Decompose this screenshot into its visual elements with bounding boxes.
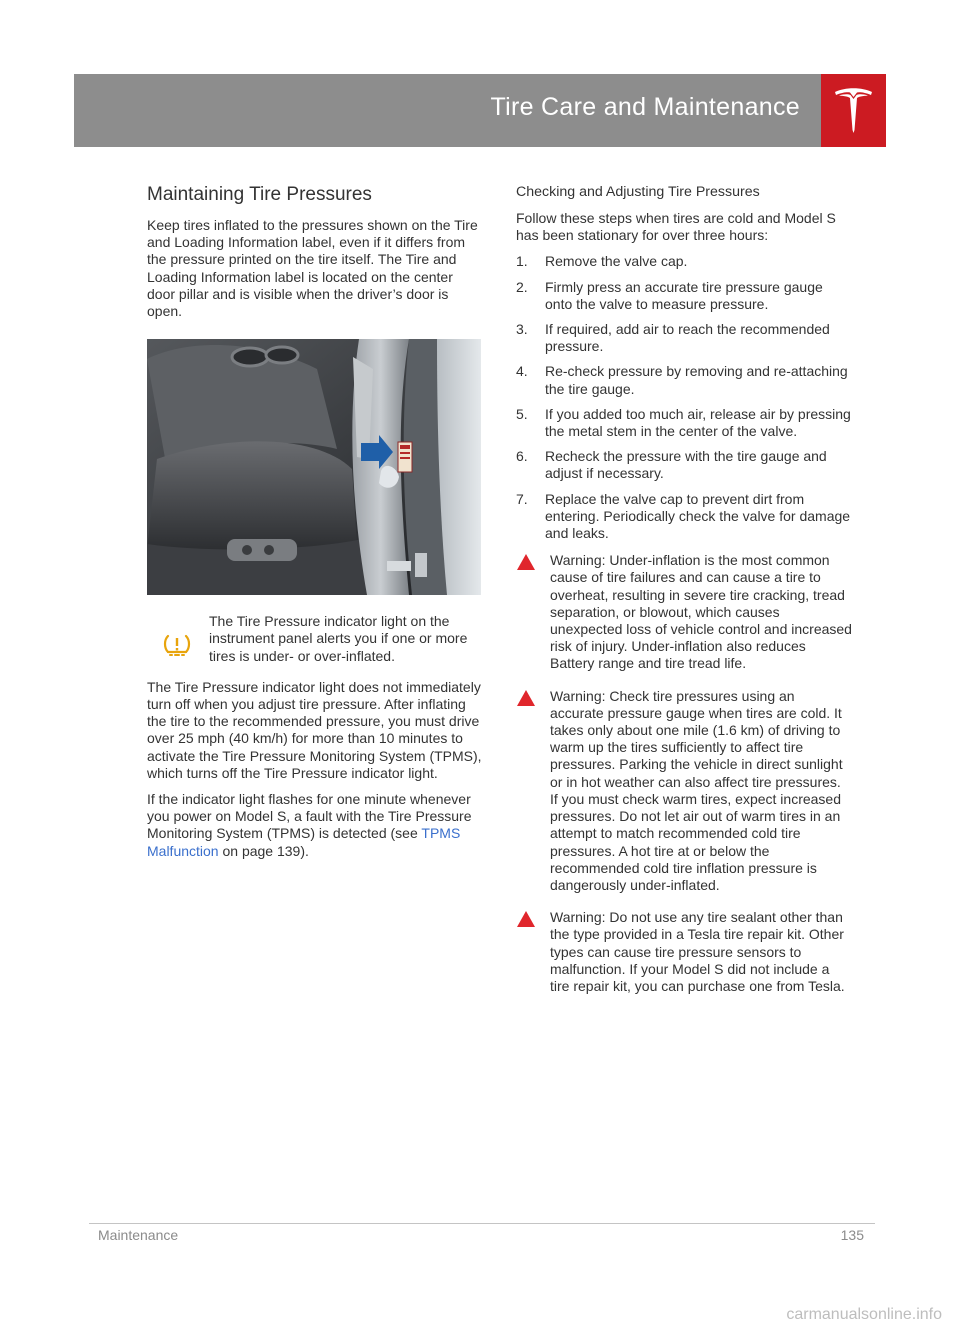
list-item	[516, 321, 852, 355]
step-text: Recheck the pressure with the tire gauge and adjust if necessary.	[545, 448, 827, 482]
step-text: Replace the valve cap to prevent dirt from entering. Periodically check the valve for damage and leaks.	[545, 490, 851, 542]
step-text: Firmly press an accurate tire pressure gauge onto the valve to measure pressure.	[545, 278, 823, 312]
tpms-indicator-text: The Tire Pressure indicator light on the instrument panel alerts you if one or more tires is under- or over-inflated.	[209, 613, 468, 664]
list-item	[516, 363, 852, 397]
door-pillar-illustration	[147, 339, 481, 595]
step-text: Re-check pressure by removing and re-attaching the tire gauge.	[545, 363, 848, 397]
intro-paragraph: Keep tires inflated to the pressures shown on the Tire and Loading Information label, even if it differs from the pressure printed on the tire itself. The Tire and Loading Information label is located on the center door pillar and is visible when the driver’s door is open.	[147, 217, 478, 320]
chapter-title: Tire Care and Maintenance	[490, 93, 800, 121]
step-text: Remove the valve cap.	[545, 253, 688, 270]
tpms-indicator-note	[147, 613, 483, 665]
warning-sealant	[516, 909, 852, 995]
step-number: 2.	[516, 278, 528, 295]
door-pillar-photo	[147, 339, 481, 595]
warning-cold-tires	[516, 688, 852, 894]
tpms-malfunction-link[interactable]: TPMS Malfunction	[147, 825, 461, 859]
step-number: 4.	[516, 363, 528, 380]
list-item	[516, 491, 852, 543]
warning-text: Warning: Do not use any tire sealant other than the type provided in a Tesla tire repair kit. Other types can cause tire pressure sensors to malfunction. If your Model S did not include a tire repair kit, you can purchase one from Tesla.	[550, 909, 845, 994]
warning-underinflation	[516, 552, 852, 672]
left-column	[147, 184, 483, 869]
step-number: 6.	[516, 448, 528, 465]
warning-triangle-icon	[516, 910, 536, 928]
footer-divider	[89, 1223, 875, 1224]
list-item	[516, 253, 852, 270]
step-number: 1.	[516, 253, 528, 270]
steps-list	[516, 253, 852, 542]
brand-logo-box	[821, 74, 886, 147]
warning-triangle-icon	[516, 553, 536, 571]
footer-section: Maintenance	[98, 1227, 179, 1243]
watermark: carmanualsonline.info	[786, 1306, 942, 1323]
tpms-fault-text-after: on page 139).	[218, 842, 309, 859]
step-text: If you added too much air, release air by pressing the metal stem in the center of the valve.	[545, 405, 851, 440]
section-title: Maintaining Tire Pressures	[147, 184, 372, 205]
tpms-reset-paragraph: The Tire Pressure indicator light does not immediately turn off when you adjust tire pressure. After inflating the tire to the recommended pressure, you must drive over 25 mph (40 km/h) for more than 10 minutes to activate the Tire Pressure Monitoring System (TPMS), which turns off the Tire Pressure indicator light.	[147, 678, 482, 781]
step-number: 3.	[516, 321, 528, 338]
right-column	[516, 184, 852, 1010]
list-item	[516, 279, 852, 313]
step-number: 5.	[516, 405, 528, 422]
chapter-header	[74, 74, 886, 147]
tesla-logo-icon	[833, 86, 874, 134]
tpms-warning-icon	[163, 633, 191, 657]
step-number: 7.	[516, 490, 528, 507]
subsection-title: Checking and Adjusting Tire Pressures	[516, 184, 760, 200]
warning-triangle-icon	[516, 689, 536, 707]
list-item	[516, 448, 852, 482]
warning-text: Warning: Check tire pressures using an accurate pressure gauge when tires are cold. It takes only about one mile (1.6 km) of driving to warm up the tires sufficiently to affect tire pressures. Parking the vehicle in direct sunlight or in hot weather can also affect tire pressures. If you must check warm tires, expect increased pressures. Do not let air out of warm tires in an attempt to match recommended cold tire pressures. A hot tire at or below the recommended cold tire inflation pressure is dangerously under-inflated.	[550, 687, 843, 893]
page-number: 135	[840, 1227, 864, 1243]
steps-intro: Follow these steps when tires are cold and Model S has been stationary for over three hours:	[516, 210, 836, 244]
tpms-fault-text-before: If the indicator light flashes for one minute whenever you power on Model S, a fault with the Tire Pressure Monitoring System (TPMS) is detected (see	[147, 791, 472, 842]
step-text: If required, add air to reach the recommended pressure.	[545, 321, 830, 355]
warning-text: Warning: Under-inflation is the most common cause of tire failures and can cause a tire to overheat, resulting in severe tire cracking, tread separation, or blowout, which causes unexpected loss of vehicle control and increased risk of injury. Under-inflation also reduces Battery range and tire tread life.	[550, 552, 852, 672]
tpms-fault-paragraph	[147, 791, 483, 860]
list-item	[516, 406, 852, 440]
